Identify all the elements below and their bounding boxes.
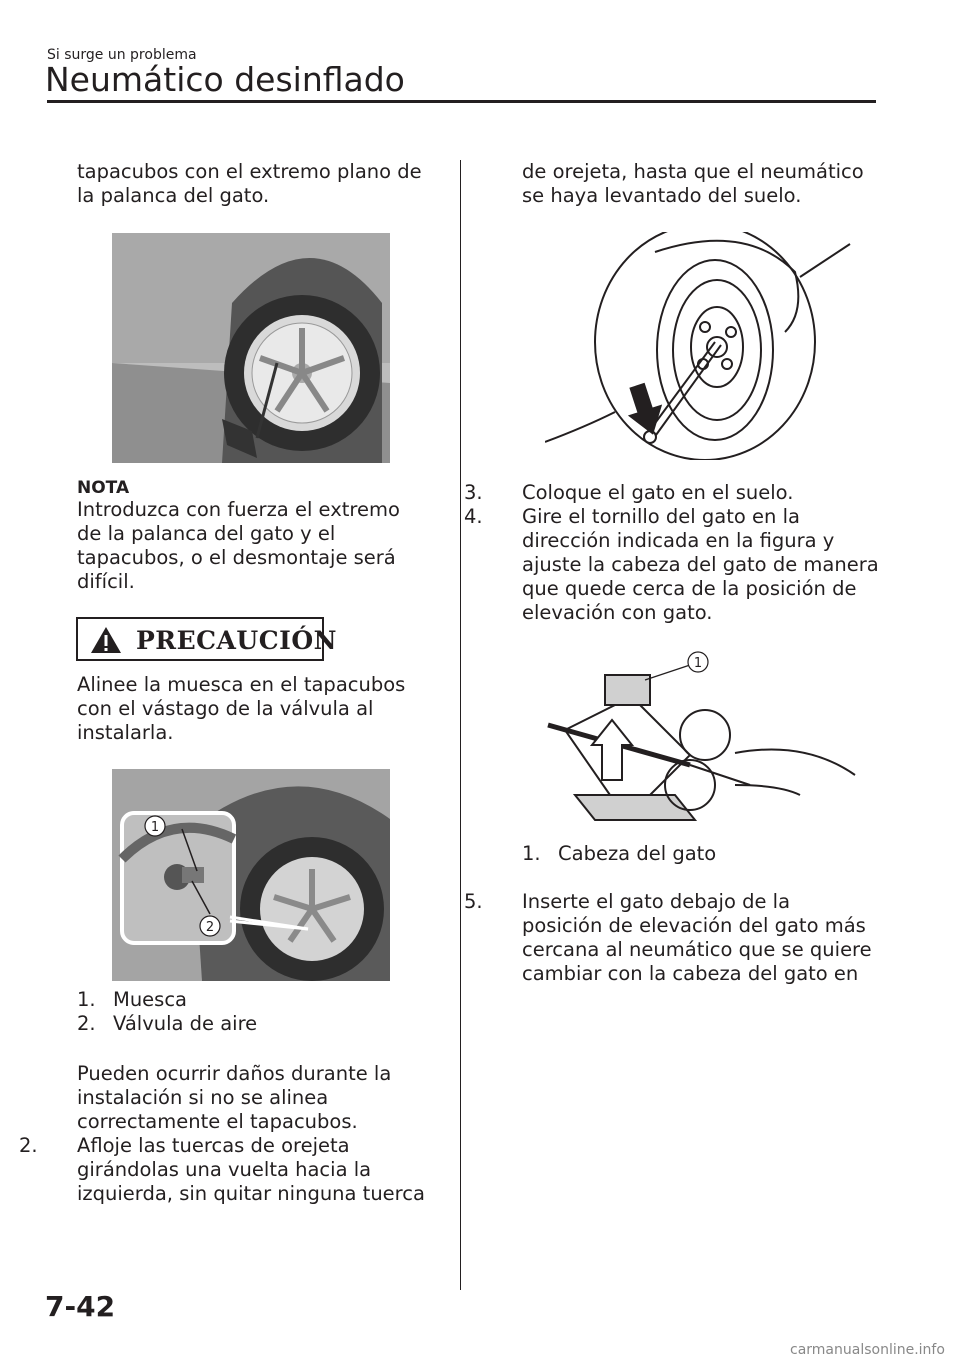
step-5: 5. Inserte el gato debajo de la posición de elevación del gato más cercana al neumático que se quiere cambiar con la cabeza del gato en: [464, 890, 872, 985]
section-label: Si surge un problema: [47, 47, 197, 63]
warning-icon: [90, 626, 122, 654]
step-2-continued: de orejeta, hasta que el neumático se haya levantado del suelo.: [522, 160, 864, 207]
legend-right: [522, 842, 902, 866]
callout-2: 2: [205, 920, 215, 935]
hubcap-removal-figure: [112, 233, 390, 463]
callout-jack-head: 1: [693, 656, 703, 671]
step-4: 4. Gire el tornillo del gato en la dirección indicada en la figura y ajuste la cabeza del gato de manera que quede cerca de la posición de elevación con gato.: [464, 505, 879, 624]
title-rule: [47, 100, 876, 103]
caution-label: PRECAUCIÓN: [136, 626, 337, 655]
step-2: 2. Afloje las tuercas de orejeta girándolas una vuelta hacia la izquierda, sin quitar ninguna tuerca: [19, 1134, 425, 1205]
nota-heading: NOTA: [77, 478, 130, 498]
damage-text: Pueden ocurrir daños durante la instalación si no se alinea correctamente el tapacubos.: [77, 1062, 392, 1133]
step-3: 3. Coloque el gato en el suelo.: [464, 481, 794, 504]
caution-box: [76, 617, 337, 661]
legend-left: [77, 988, 447, 1036]
lug-nut-figure: [545, 232, 855, 460]
hubcap-alignment-figure: [112, 769, 390, 981]
list-item: 2. Válvula de aire: [77, 1012, 258, 1035]
caution-text: Alinee la muesca en el tapacubos con el vástago de la válvula al instalarla.: [77, 673, 406, 744]
page-number: 7-42: [45, 1290, 116, 1323]
intro-text: tapacubos con el extremo plano de la palanca del gato.: [77, 160, 422, 207]
callout-1: 1: [150, 820, 160, 835]
nota-block: NOTA Introduzca con fuerza el extremo de la palanca del gato y el tapacubos, o el desmontaje será difícil.: [77, 478, 447, 594]
list-item: 1. Cabeza del gato: [522, 842, 717, 865]
jack-figure: [540, 645, 860, 830]
page-title: Neumático desinflado: [45, 60, 405, 99]
list-item: 1. Muesca: [77, 988, 188, 1011]
column-divider: [460, 160, 461, 1290]
footer-watermark: carmanualsonline.info: [790, 1342, 945, 1358]
